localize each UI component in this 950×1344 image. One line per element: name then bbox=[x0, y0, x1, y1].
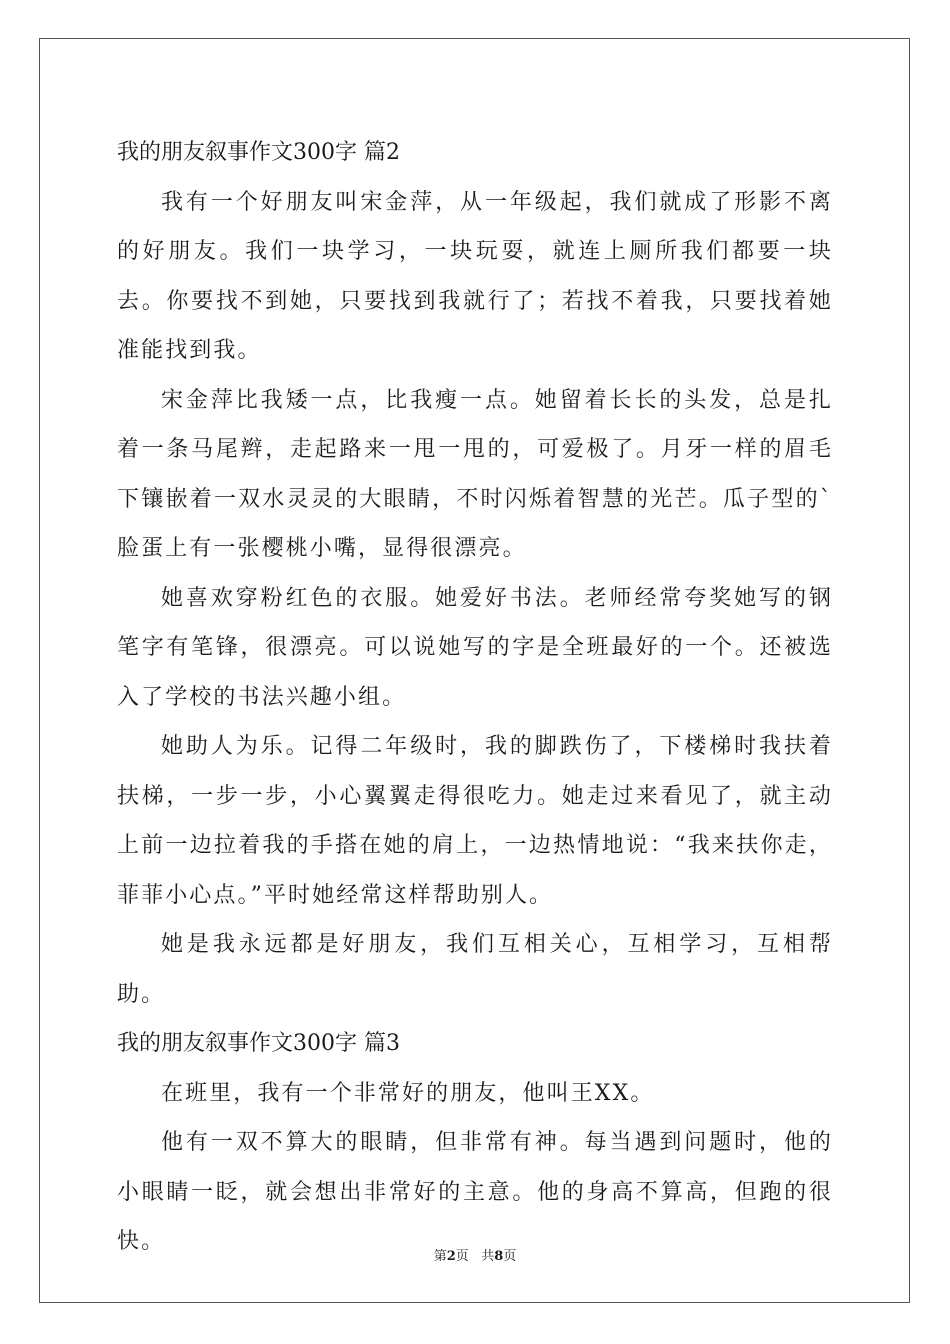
footer-middle: 页 共 bbox=[455, 1249, 495, 1264]
paragraph: 她是我永远都是好朋友，我们互相关心，互相学习，互相帮助。 bbox=[117, 932, 833, 1007]
section-heading-3: 我的朋友叙事作文300字 篇3 bbox=[117, 1031, 400, 1056]
section-heading-2: 我的朋友叙事作文300字 篇2 bbox=[117, 140, 400, 165]
paragraph: 我有一个好朋友叫宋金萍，从一年级起，我们就成了形影不离的好朋友。我们一块学习，一块玩耍，就连上厕所我们都要一块去。你要找不到她，只要找到我就行了；若找不着我，只要找着她准能找到我。 bbox=[117, 189, 833, 363]
footer-prefix: 第 bbox=[433, 1249, 447, 1264]
paragraph: 她喜欢穿粉红色的衣服。她爱好书法。老师经常夸奖她写的钢笔字有笔锋，很漂亮。可以说她写的字是全班最好的一个。还被选入了学校的书法兴趣小组。 bbox=[117, 585, 833, 710]
paragraph: 在班里，我有一个非常好的朋友，他叫王XX。 bbox=[161, 1080, 655, 1106]
footer-current-page: 2 bbox=[446, 1249, 456, 1264]
paragraph: 宋金萍比我矮一点，比我瘦一点。她留着长长的头发，总是扎着一条马尾辫，走起路来一甩一甩的，可爱极了。月牙一样的眉毛下镶嵌着一双水灵灵的大眼睛，不时闪烁着智慧的光芒。瓜子型的`脸蛋上有一张樱桃小嘴，显得很漂亮。 bbox=[117, 387, 833, 561]
paragraph: 她助人为乐。记得二年级时，我的脚跌伤了，下楼梯时我扶着扶梯，一步一步，小心翼翼走得很吃力。她走过来看见了，就主动上前一边拉着我的手搭在她的肩上，一边热情地说：“我来扶你走，菲菲小心点。”平时她经常这样帮助别人。 bbox=[117, 734, 833, 908]
footer-total-pages: 8 bbox=[494, 1249, 504, 1264]
paragraph: 他有一双不算大的眼睛，但非常有神。每当遇到问题时，他的小眼睛一眨，就会想出非常好的主意。他的身高不算高，但跑的很快。 bbox=[117, 1130, 833, 1254]
footer-suffix: 页 bbox=[503, 1249, 517, 1264]
page-footer bbox=[0, 1248, 950, 1266]
document-body bbox=[117, 128, 833, 1267]
